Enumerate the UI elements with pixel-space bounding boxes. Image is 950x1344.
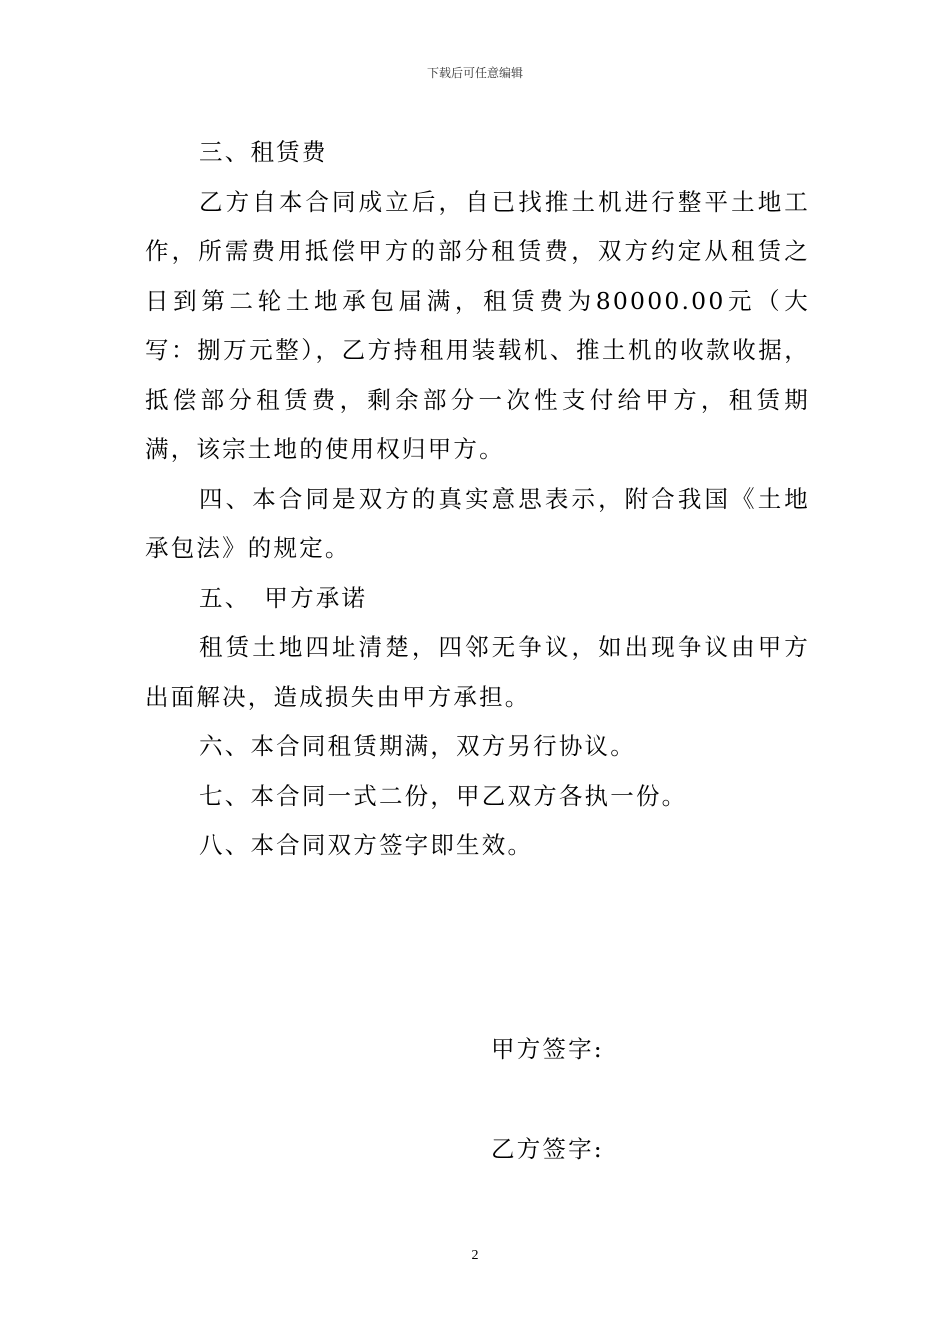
paragraph-clause-seven: 七、本合同一式二份，甲乙双方各执一份。 [199,781,688,810]
section-heading-rental-fee: 三、租赁费 [199,138,328,166]
paragraph-clause-eight: 八、本合同双方签字即生效。 [199,831,534,859]
party-b-signature-label: 乙方签字: [491,1135,604,1163]
page-number: 2 [471,1248,479,1263]
contract-body [145,128,810,871]
paragraph-clause-six: 六、本合同租赁期满，双方另行协议。 [199,732,636,760]
paragraph-party-a-promise: 租赁土地四址清楚，四邻无争议，如出现争议由甲方出面解决，造成损失由甲方承担。 [145,633,810,711]
page-header-note: 下载后可任意编辑 [426,66,523,80]
paragraph-clause-four: 四、本合同是双方的真实意思表示，附合我国《土地承包法》的规定。 [145,484,810,562]
section-heading-party-a-promise: 五、 甲方承诺 [199,583,368,612]
party-a-signature-label: 甲方签字: [491,1035,604,1063]
paragraph-rental-fee-terms: 乙方自本合同成立后，自已找推土机进行整平土地工作，所需费用抵偿甲方的部分租赁费，双方约定从租赁之日到第二轮土地承包届满，租赁费为80000.00元（大写：捌万元整），乙方持租用装载机、推土机的收款收据，抵偿部分租赁费，剩余部分一次性支付给甲方，租赁期满，该宗土地的使用权归甲方。 [145,187,810,463]
